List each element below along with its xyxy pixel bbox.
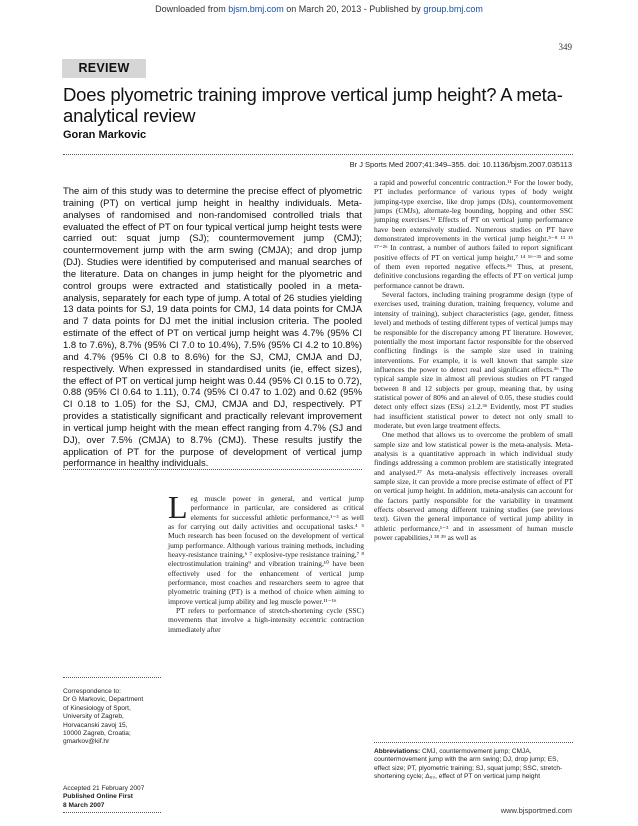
right-column (374, 178, 573, 542)
published-online-label: Published Online First (63, 793, 133, 801)
download-notice (0, 4, 638, 14)
page-number: 349 (558, 42, 572, 52)
section-label: REVIEW (78, 61, 130, 75)
bmj-group-link[interactable]: group.bmj.com (423, 4, 483, 14)
accepted-date: Accepted 21 February 2007 (63, 785, 145, 792)
correspondence-line: Dr G Markovic, Department (63, 696, 144, 704)
abbreviations-text: CMJ, countermovement jump; CMJA, countermovement jump with the arm swing; DJ, drop jump; ES, effect size; PT, plyometric training; SJ, squat jump; SSC, stretch-shortening cycle; Δ₆₀, effect of PT on vertical jump height (374, 748, 563, 780)
article-author: Goran Markovic (63, 129, 147, 141)
correspondence-heading: Correspondence to: (63, 688, 121, 695)
correspondence-line: of Kinesiology of Sport, (63, 704, 131, 712)
drop-cap: L (168, 489, 188, 525)
journal-url[interactable]: www.bjsportmed.com (500, 806, 572, 815)
right-paragraph-1: a rapid and powerful concentric contraction.¹¹ For the lower body, PT includes performance of various types of body weight jumping-type exercise, like drop jumps (DJs), countermovement jumps (CMJs), alternate-leg bounding, hopping and other SSC jumping exercises.¹² Effects of PT on vertical jump performance have been extensively studied. Numerous studies on PT have demonstrated improvements in the vertical jump height.⁵⁻⁸ ¹³ ¹⁵ ¹⁷⁻²⁶ In contrast, a number of authors failed to report significant positive effects of PT on vertical jump height,⁷ ¹⁴ ¹⁶⁻³⁵ and some of them even reported negative effects.³⁶ Thus, at present, definitive conclusions regarding the effects of PT on vertical jump performance cannot be drawn. (374, 178, 573, 290)
bjsm-site-link[interactable]: bjsm.bmj.com (228, 4, 284, 14)
intro-paragraph-1: eg muscle power in general, and vertical jump performance in particular, are considered as critical elements for successful athletic performance,¹⁻³ as well as for carrying out daily activities and occupational tasks.⁴ ⁵ Much research has been focused on the development of vertical jump performance. Although various training methods, including heavy-resistance training,⁶ ⁷ explosive-type resistance training,⁷ ⁸ electrostimulation training⁹ and vibration training,¹⁰ have been effectively used for the enhancement of vertical jump performance, most coaches and researchers seem to agree that plyometric training (PT) is a method of choice when aiming to improve vertical jump ability and leg muscle power.¹¹⁻¹⁶ (168, 494, 364, 606)
correspondence-block (63, 688, 161, 747)
intro-column (168, 489, 364, 634)
correspondence-line: 10000 Zagreb, Croatia; (63, 730, 131, 738)
download-notice-prefix: Downloaded from (155, 4, 229, 14)
abstract-divider (63, 469, 362, 470)
publication-dates (63, 785, 161, 810)
sidebar-bottom-divider (63, 812, 161, 813)
section-banner (62, 59, 146, 78)
sidebar-divider (63, 677, 161, 678)
published-online-date: 8 March 2007 (63, 801, 105, 809)
abstract-text: The aim of this study was to determine the precise effect of plyometric training (PT) on vertical jump height in healthy individuals. Meta-analyses of randomised and non-randomised controlled trials that evaluated the effect of PT on four typical vertical jump height tests were carried out: squat jump (SJ); countermovement jump (CMJ); countermovement jump with the arm swing (CMJA); and drop jump (DJ). Studies were identified by computerised and manual searches of the literature. Data on changes in jump height for the plyometric and control groups were extracted and statistically pooled in a meta-analysis, separately for each type of jump. A total of 26 studies yielding 13 data points for SJ, 19 data points for CMJ, 14 data points for CMJA and 7 data points for DJ met the initial inclusion criteria. The pooled estimate of the effect of PT on vertical jump height was 4.7% (95% CI 1.8 to 7.6%), 8.7% (95% CI 7.0 to 10.4%), 7.5% (95% CI 4.2 to 10.8%) and 4.7% (95% CI 0.8 to 8.6%) for the SJ, CMJ, CMJA and DJ, respectively. When expressed in standardised units (ie, effect sizes), the effect of PT on vertical jump height was 0.44 (95% CI 0.15 to 0.72), 0.88 (95% CI 0.64 to 1.11), 0.74 (95% CI 0.47 to 1.02) and 0.62 (95% CI 0.18 to 1.05) for the SJ, CMJ, CMJA and DJ, respectively. PT provides a statistically significant and practically relevant improvement in vertical jump height with the mean effect ranging from 4.7% (SJ and DJ), over 7.5% (CMJA) to 8.7% (CMJ). These results justify the application of PT for the purpose of development of vertical jump performance in healthy individuals. (63, 186, 362, 470)
download-notice-middle: on March 20, 2013 - Published by (283, 4, 424, 14)
abbrev-divider (374, 742, 573, 743)
correspondence-line: Horvacanski zavoj 15, (63, 721, 128, 729)
correspondence-line: University of Zagreb, (63, 713, 124, 721)
right-paragraph-2: Several factors, including training programme design (type of exercises used, training duration, training frequency, volume and intensity of training), subject characteristics (age, gender, fitness level) and methods of testing different types of vertical jumps may be responsible for the discrepancy among PT literature. However, potentially the most important factor responsible for the observed conflicting findings is the sample size used in training interventions. For example, it is well known that sample size influences the power to detect real and significant effects.³⁶ The typical sample size in almost all previous studies on PT ranged between 8 and 12 subjects per group, meaning that, by using statistical power of 80% and an alevel of 0.05, these studies could detect only effect sizes (ESs) ≥1.2.³⁶ Evidently, most PT studies had insufficient statistical power to detect not only small to moderate, but even large treatment effects. (374, 290, 573, 430)
intro-paragraph-2: PT refers to performance of stretch-shortening cycle (SSC) movements that involve a high-intensity eccentric contraction immediately after (168, 606, 364, 634)
header-divider (63, 154, 573, 155)
journal-citation: Br J Sports Med 2007;41:349–355. doi: 10.1136/bjsm.2007.035113 (349, 160, 572, 169)
right-paragraph-3: One method that allows us to overcome the problem of small sample size and low statistical power is the meta-analysis. Meta-analysis is a quantitative approach in which individual study findings addressing a common problem are statistically integrated and analysed.³⁷ As meta-analysis effectively increases overall sample size, it can provide a more precise estimate of effect of PT on vertical jump height. In addition, meta-analysis can account for the factors partly responsible for the variability in treatment effects observed among different training studies (see previous text). Given the general importance of vertical jump ability in athletic performance,¹⁻³ and in assessment of human muscle power capabilities,¹ ³⁸ ³⁹ as well as (374, 430, 573, 543)
correspondence-email: gmarkov@kif.hr (63, 738, 110, 746)
article-title: Does plyometric training improve vertical jump height? A meta-analytical review (63, 84, 563, 126)
abbreviations-label: Abbreviations: (374, 748, 421, 755)
abbreviations-block (374, 748, 573, 781)
